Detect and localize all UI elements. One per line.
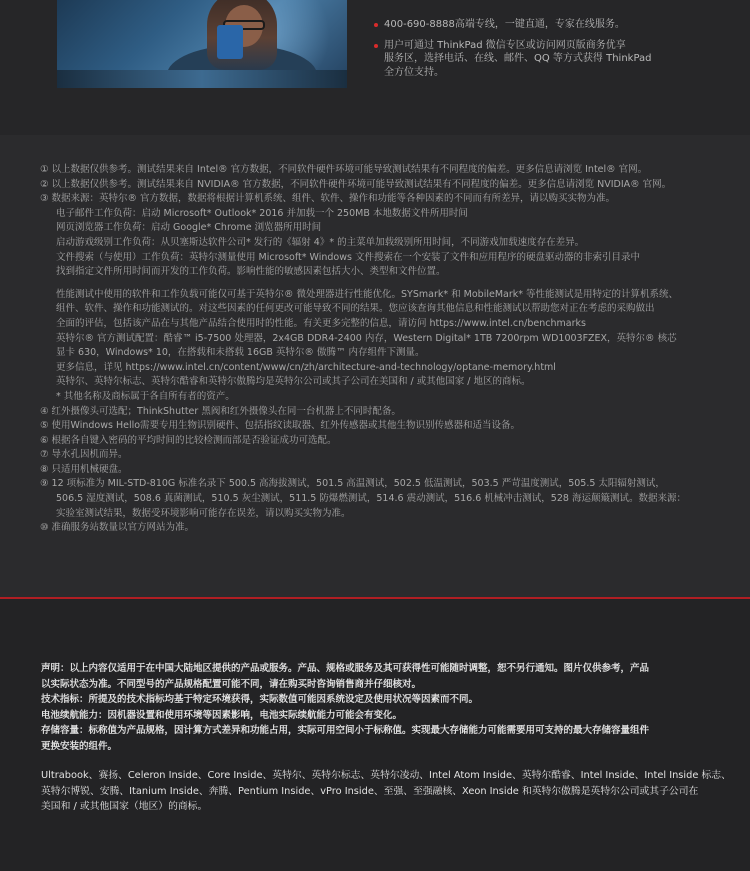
footnote-line: 网页浏览器工作负荷：启动 Google* Chrome 浏览器所用时间: [56, 222, 322, 234]
service-bullet-list: [372, 18, 682, 86]
hero-photo: [57, 0, 347, 88]
footnote-spacer: [40, 280, 712, 288]
footnote-line: 性能测试中使用的软件和工作负载可能仅可基于英特尔® 微处理器进行性能优化。SYSmark* 和 MobileMark* 等性能测试是用特定的计算机系统、: [56, 288, 679, 300]
bullet-line: 400-690-8888高端专线，一键直通，专家在线服务。: [384, 19, 625, 30]
footnote-line: 文件搜索（与使用）工作负荷：英特尔测量使用 Microsoft* Windows 文件搜索在一个安装了文件和应用程序的硬盘驱动器的非索引目录中: [56, 251, 640, 263]
disclaimer-line: 声明：以上内容仅适用于在中国大陆地区提供的产品或服务。产品、规格或服务及其可获得性可能随时调整，恕不另行通知。图片仅供参考，产品: [41, 663, 650, 674]
footnote-line: ④ 红外摄像头可选配；ThinkShutter 黑阀和红外摄像头在同一台机器上不同时配备。: [40, 405, 401, 417]
footnote-line: ① 以上数据仅供参考。测试结果来自 Intel® 官方数据，不同软件硬件环境可能导致测试结果有不同程度的偏差。更多信息请浏览 Intel® 官网。: [40, 164, 648, 175]
disclaimer-line: 存储容量：标称值为产品规格，因计算方式差异和功能占用，实际可用空间小于标称值。实现最大存储能力可能需要用可支持的最大存储容量组件: [41, 725, 650, 736]
disclaimer-section: [0, 599, 750, 871]
footnote-line: ⑧ 只适用机械硬盘。: [40, 463, 128, 475]
footnote-line: ⑩ 准确服务站数量以官方网站为准。: [40, 522, 195, 534]
footnote-line: 找到指定文件所用时间而开发的工作负荷。影响性能的敏感因素包括大小、类型和文件位置。: [56, 266, 446, 278]
footnote-line: 启动游戏级别工作负荷：从贝塞斯达软件公司* 发行的《辐射 4》* 的主菜单加载级别所用时间，不同游戏加载速度存在差异。: [56, 236, 585, 248]
footnote-line: 更多信息，详见 https://www.intel.cn/content/www/cn/zh/architecture-and-technology/optane-memory.html: [56, 361, 556, 373]
footnote-line: * 其他名称及商标属于各自所有者的资产。: [56, 390, 235, 402]
footnote-line: ② 以上数据仅供参考。测试结果来自 NVIDIA® 官方数据，不同软件硬件环境可能导致测试结果有不同程度的偏差。更多信息请浏览 NVIDIA® 官网。: [40, 178, 672, 190]
bullet-line: 用户可通过 ThinkPad 微信专区或访问网页版商务优享: [384, 39, 626, 51]
footnote-line: 电子邮件工作负荷：启动 Microsoft* Outlook* 2016 并加载一个 250MB 本地数据文件所用时间: [56, 207, 468, 219]
trademark-line: 英特尔博锐、安腾、Itanium Inside、奔腾、Pentium Inside、vPro Inside、至强、至强融核、Xeon Inside 和英特尔傲腾是英特尔公司或其子公司在: [41, 785, 699, 797]
service-hero: [0, 0, 750, 135]
disclaimer-line: 更换安装的组件。: [41, 740, 118, 752]
footnote-line: ③ 数据来源：英特尔® 官方数据，数据将根据计算机系统、组件、软件、操作和功能等各种因素的不同而有所差异，请以购买实物为准。: [40, 193, 616, 205]
footnotes-section: [0, 135, 750, 598]
footnote-line: ⑨ 12 项标准为 MIL-STD-810G 标准名录下 500.5 高海拔测试，501.5 高温测试，502.5 低温测试，503.5 严苛温度测试，505.5 太阳辐射测试，: [40, 478, 665, 490]
footnote-line: 实验室测试结果，数据受环境影响可能存在误差，请以购买实物为准。: [56, 507, 351, 519]
footnote-line: ⑦ 导水孔因机而异。: [40, 449, 128, 461]
footnote-line: 英特尔、英特尔标志、英特尔酷睿和英特尔傲腾均是英特尔公司或其子公司在美国和 / 或其他国家 / 地区的商标。: [56, 376, 531, 388]
service-bullet-channels: [372, 39, 682, 80]
disclaimer-body: [41, 661, 731, 815]
disclaimer-line: 技术指标：所提及的技术指标均基于特定环境获得，实际数值可能因系统设定及使用状况等因素而不同。: [41, 694, 479, 705]
trademark-line: Ultrabook、赛扬、Celeron Inside、Core Inside、英特尔、英特尔标志、英特尔凌动、Intel Atom Inside、英特尔酷睿、Intel Inside、Intel Inside 标志、: [41, 770, 731, 781]
footnote-line: 506.5 湿度测试，508.6 真菌测试，510.5 灰尘测试，511.5 防爆燃测试，514.6 震动测试，516.6 机械冲击测试，528 海运颠簸测试。数据来源：: [56, 493, 686, 505]
footnote-line: 全面的评估，包括该产品在与其他产品结合使用时的性能。有关更多完整的信息，请访问 https://www.intel.cn/benchmarks: [56, 317, 586, 329]
disclaimer-line: 以实际状态为准。不同型号的产品规格配置可能不同，请在购买时咨询销售商并仔细核对。: [41, 678, 422, 690]
footnote-line: ⑥ 根据各自键入密码的平均时间的比较检测而部是否验证成功可选配。: [40, 434, 337, 446]
footnote-line: 显卡 630，Windows* 10，在搭载和未搭载 16GB 英特尔® 傲腾™ 内存组件下测量。: [56, 347, 425, 359]
footnotes-list: [40, 163, 712, 536]
footnote-line: ⑤ 使用Windows Hello需要专用生物识别硬件、包括指纹读取器、红外传感器或其他生物识别传感器和适当设备。: [40, 420, 521, 432]
footnote-line: 组件、软件、操作和功能测试的。对这些因素的任何更改可能导致不同的结果。您应该查询其他信息和性能测试以帮助您对正在考虑的采购做出: [56, 303, 655, 315]
disclaimer-line: 电池续航能力：因机器设置和使用环境等因素影响，电池实际续航能力可能会有变化。: [41, 709, 403, 721]
footnote-line: 英特尔® 官方测试配置：酷睿™ i5-7500 处理器，2x4GB DDR4-2400 内存，Western Digital* 1TB 7200rpm WD1003FZEX，英特尔® 核芯: [56, 332, 677, 344]
bullet-line: 全方位支持。: [384, 66, 444, 78]
service-bullet-hotline: [372, 18, 682, 32]
bullet-line: 服务区，选择电话、在线、邮件、QQ 等方式获得 ThinkPad: [384, 53, 652, 64]
trademark-line: 美国和 / 或其他国家（地区）的商标。: [41, 801, 208, 812]
